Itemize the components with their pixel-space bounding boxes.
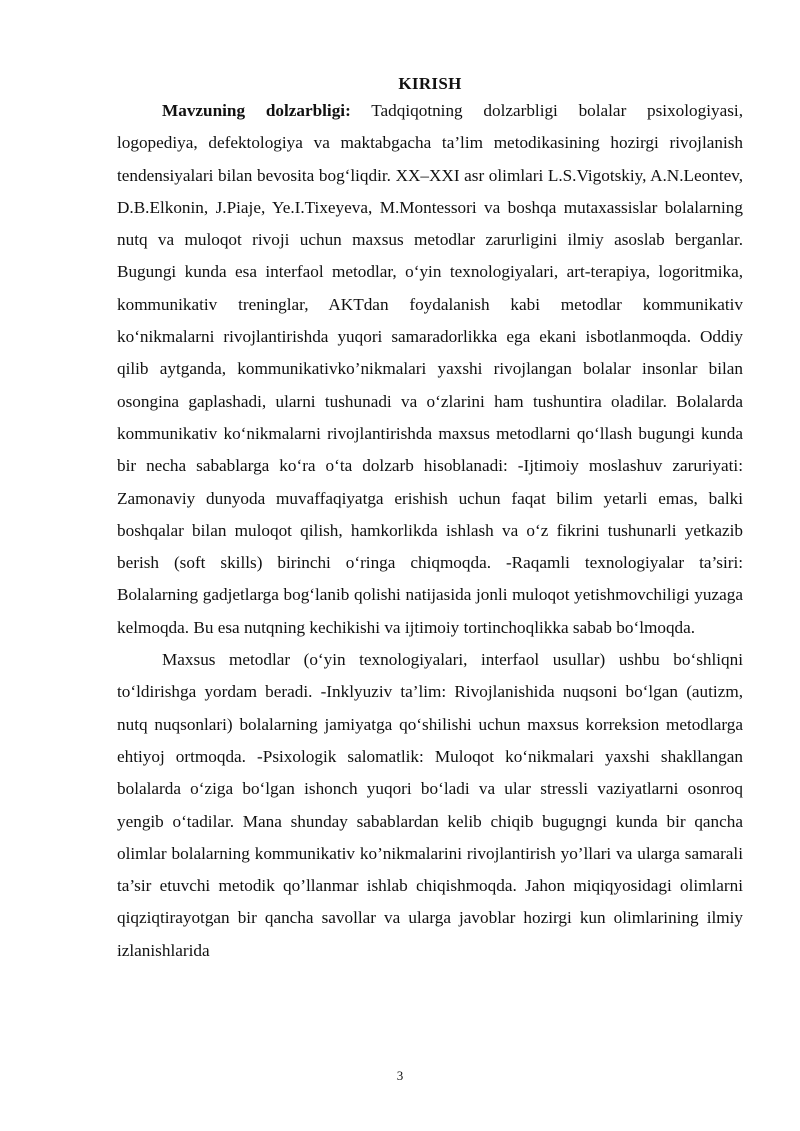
- paragraph-relevance-text: Tadqiqotning dolzarbligi bolalar psixologiyasi, logopediya, defektologiya va maktabgacha ta’lim metodikasining hozirgi rivojlanish tendensiyalari bilan bevosita bog‘liqdir. XX–XXI asr olimlari L.S.Vigotskiy, A.N.Leontev, D.B.Elkonin, J.Piaje, Ye.I.Tixeyeva, M.Montessori va boshqa mutaxassislar bolalarning nutq va muloqot rivoji uchun maxsus metodlar zarurligini ilmiy asoslab berganlar. Bugungi kunda esa interfaol metodlar, o‘yin texnologiyalari, art-terapiya, logoritmika, kommunikativ treninglar, AKTdan foydalanish kabi metodlar kommunikativ ko‘nikmalarni rivojlantirishda yuqori samaradorlikka ega ekani isbotlanmoqda. Oddiy qilib aytganda, kommunikativko’nikmalari yaxshi rivojlangan bolalar insonlar bilan osongina gaplashadi, ularni tushunadi va o‘zlarini ham tushuntira oladilar. Bolalarda kommunikativ ko‘nikmalarni rivojlantirishda maxsus metodlarni qo‘llash bugungi kunda bir necha sabablarga ko‘ra o‘ta dolzarb hisoblanadi: -Ijtimoiy moslashuv zaruriyati: Zamonaviy dunyoda muvaffaqiyatga erishish uchun faqat bilim yetarli emas, balki boshqalar bilan muloqot qilish, hamkorlikda ishlash va o‘z fikrini tushunarli yetkazib berish (soft skills) birinchi o‘ringa chiqmoqda. -Raqamli texnologiyalar ta’siri: Bolalarning gadjetlarga bog‘lanib qolishi natijasida jonli muloqot yetishmovchiligi yuzaga kelmoqda. Bu esa nutqning kechikishi va ijtimoiy tortinchoqlikka sabab bo‘lmoqda.: [117, 101, 743, 637]
- page-number: 3: [396, 1068, 404, 1083]
- paragraph-methods: Maxsus metodlar (o‘yin texnologiyalari, interfaol usullar) ushbu bo‘shliqni to‘ldirishga yordam beradi. -Inklyuziv ta’lim: Rivojlanishida nuqsoni bo‘lgan (autizm, nutq nuqsonlari) bolalarning jamiyatga qo‘shilishi uchun maxsus korreksion metodlarga ehtiyoj ortmoqda. -Psixologik salomatlik: Muloqot ko‘nikmalari yaxshi shakllangan bolalarda o‘ziga bo‘lgan ishonch yuqori bo‘ladi va ular stressli vaziyatlarni osonroq yengib o‘tadilar. Mana shunday sabablardan kelib chiqib bugugngi kunda bir qancha olimlar bolalarning kommunikativ ko’nikmalarini rivojlantirish yo’llari va ularga samarali ta’sir etuvchi metodik qo’llanmar ishlab chiqishmoqda. Jahon miqiqyosidagi olimlarni qiqziqtirayotgan bir qancha savollar va ularga javoblar hozirgi kun olimlarining ilmiy izlanishlarida: [117, 650, 743, 960]
- page-content: [117, 74, 743, 967]
- section-heading: KIRISH: [398, 74, 462, 93]
- paragraph-lead: Mavzuning dolzarbligi:: [162, 101, 351, 120]
- paragraph-relevance: [117, 95, 743, 644]
